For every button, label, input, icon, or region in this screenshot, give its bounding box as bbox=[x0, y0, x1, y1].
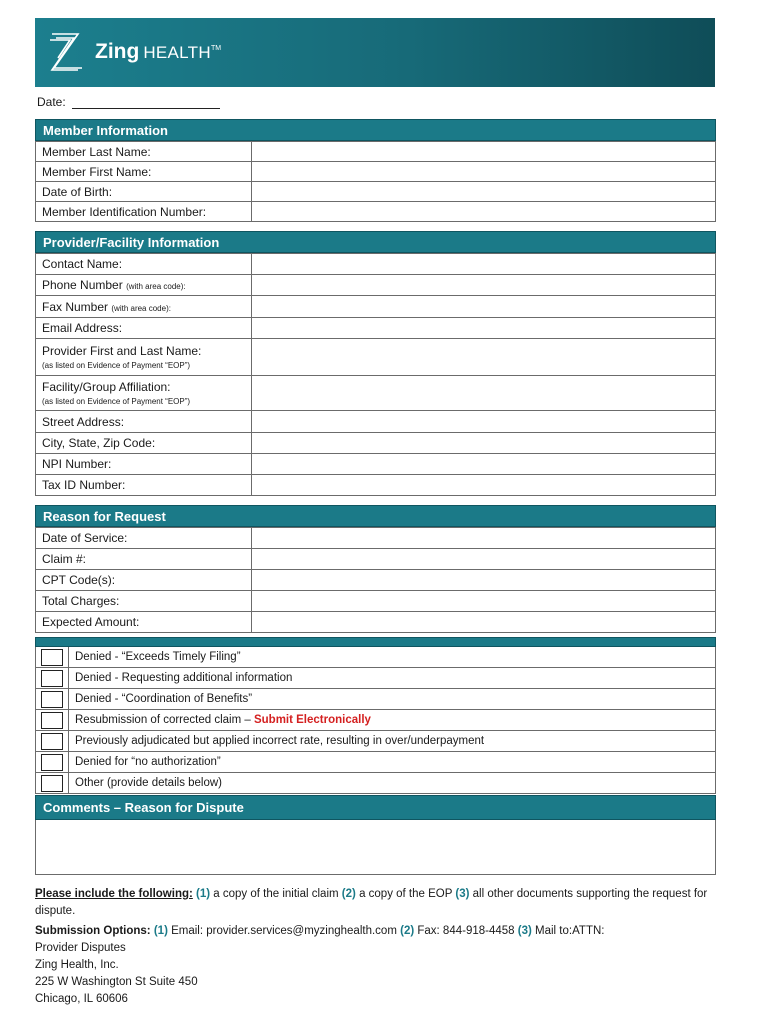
table-row bbox=[36, 528, 716, 549]
reason-section bbox=[35, 505, 716, 633]
claim-number-label: Claim #: bbox=[36, 549, 252, 570]
table-row bbox=[36, 202, 716, 222]
option-row bbox=[35, 752, 716, 773]
zing-logo-icon bbox=[48, 30, 86, 74]
member-first-name-field[interactable] bbox=[252, 162, 716, 182]
facility-label: Facility/Group Affiliation: (as listed on Evidence of Payment “EOP”) bbox=[36, 376, 252, 411]
option-row bbox=[35, 647, 716, 668]
table-row bbox=[36, 411, 716, 433]
provider-name-note: (as listed on Evidence of Payment “EOP”) bbox=[42, 361, 191, 370]
facility-field[interactable] bbox=[252, 376, 716, 411]
brand-name: Zing bbox=[95, 40, 140, 63]
provider-table bbox=[35, 253, 716, 496]
total-charges-field[interactable] bbox=[252, 591, 716, 612]
member-table bbox=[35, 141, 716, 222]
tax-id-field[interactable] bbox=[252, 475, 716, 496]
fax-number-field[interactable] bbox=[252, 296, 716, 318]
option-row bbox=[35, 773, 716, 794]
fax-note: (with area code): bbox=[111, 303, 171, 313]
table-row bbox=[36, 570, 716, 591]
fax-number: Fax: 844-918-4458 bbox=[417, 925, 515, 937]
table-row bbox=[36, 454, 716, 475]
table-row bbox=[36, 549, 716, 570]
option-row bbox=[35, 689, 716, 710]
mail-to: Mail to:ATTN: bbox=[535, 925, 605, 937]
provider-header: Provider/Facility Information bbox=[35, 231, 716, 253]
email-address-label: Email Address: bbox=[36, 318, 252, 339]
comments-section bbox=[35, 795, 716, 875]
table-row bbox=[36, 254, 716, 275]
option-label: Denied - “Coordination of Benefits” bbox=[75, 693, 253, 705]
city-state-zip-field[interactable] bbox=[252, 433, 716, 454]
street-address-field[interactable] bbox=[252, 411, 716, 433]
provider-section bbox=[35, 231, 716, 496]
address-line: Provider Disputes bbox=[35, 942, 126, 954]
date-of-service-field[interactable] bbox=[252, 528, 716, 549]
checkbox-timely-filing[interactable] bbox=[41, 649, 63, 666]
npi-number-label: NPI Number: bbox=[36, 454, 252, 475]
tax-id-label: Tax ID Number: bbox=[36, 475, 252, 496]
option-label: Denied - Requesting additional information bbox=[75, 672, 293, 684]
option-label: Previously adjudicated but applied incorrect rate, resulting in over/underpayment bbox=[75, 735, 485, 747]
address-line: 225 W Washington St Suite 450 bbox=[35, 976, 198, 988]
claim-number-field[interactable] bbox=[252, 549, 716, 570]
checkbox-no-authorization[interactable] bbox=[41, 754, 63, 771]
option-row bbox=[35, 731, 716, 752]
comments-header: Comments – Reason for Dispute bbox=[35, 795, 716, 820]
date-label: Date: bbox=[37, 95, 66, 109]
instructions bbox=[35, 886, 725, 1008]
date-line bbox=[37, 95, 220, 109]
provider-name-label: Provider First and Last Name: (as listed on Evidence of Payment “EOP”) bbox=[36, 339, 252, 376]
table-row bbox=[36, 182, 716, 202]
expected-amount-field[interactable] bbox=[252, 612, 716, 633]
submission-options: Submission Options: (1) Email: provider.services@myzinghealth.com (2) Fax: 844-918-4458 (3) Mail to:ATTN: bbox=[35, 925, 605, 937]
table-row bbox=[36, 318, 716, 339]
member-first-name-label: Member First Name: bbox=[36, 162, 252, 182]
city-state-zip-label: City, State, Zip Code: bbox=[36, 433, 252, 454]
include-paragraph: Please include the following: (1) a copy of the initial claim (2) a copy of the EOP (3) all other documents supporting the request for dispute. bbox=[35, 888, 708, 917]
fax-number-label: Fax Number (with area code): bbox=[36, 296, 252, 318]
header-banner bbox=[35, 18, 715, 87]
provider-name-field[interactable] bbox=[252, 339, 716, 376]
date-field[interactable] bbox=[72, 96, 220, 109]
member-last-name-label: Member Last Name: bbox=[36, 142, 252, 162]
date-of-birth-field[interactable] bbox=[252, 182, 716, 202]
table-row bbox=[36, 475, 716, 496]
table-row bbox=[36, 275, 716, 296]
phone-number-field[interactable] bbox=[252, 275, 716, 296]
email-link[interactable]: Email: provider.services@myzinghealth.com bbox=[171, 925, 397, 937]
member-id-label: Member Identification Number: bbox=[36, 202, 252, 222]
member-id-field[interactable] bbox=[252, 202, 716, 222]
cpt-codes-label: CPT Code(s): bbox=[36, 570, 252, 591]
date-of-birth-label: Date of Birth: bbox=[36, 182, 252, 202]
include-label: Please include the following: bbox=[35, 888, 193, 900]
brand-tm: TM bbox=[210, 45, 222, 52]
option-label: Other (provide details below) bbox=[75, 777, 223, 789]
street-address-label: Street Address: bbox=[36, 411, 252, 433]
reason-header: Reason for Request bbox=[35, 505, 716, 527]
submit-electronically-note: Submit Electronically bbox=[253, 714, 371, 726]
contact-name-label: Contact Name: bbox=[36, 254, 252, 275]
option-row bbox=[35, 668, 716, 689]
table-row bbox=[36, 591, 716, 612]
member-last-name-field[interactable] bbox=[252, 142, 716, 162]
table-row bbox=[36, 296, 716, 318]
table-row bbox=[36, 612, 716, 633]
address-line: Zing Health, Inc. bbox=[35, 959, 119, 971]
checkbox-incorrect-rate[interactable] bbox=[41, 733, 63, 750]
comments-field[interactable] bbox=[35, 820, 716, 875]
member-header: Member Information bbox=[35, 119, 716, 141]
member-section bbox=[35, 119, 716, 222]
option-label: Resubmission of corrected claim – Submit Electronically bbox=[75, 714, 371, 726]
options-header-bar bbox=[35, 637, 716, 647]
option-label: Denied - “Exceeds Timely Filing” bbox=[75, 651, 241, 663]
checkbox-coordination-benefits[interactable] bbox=[41, 691, 63, 708]
option-label: Denied for “no authorization” bbox=[75, 756, 221, 768]
cpt-codes-field[interactable] bbox=[252, 570, 716, 591]
table-row bbox=[36, 339, 716, 376]
table-row bbox=[36, 433, 716, 454]
expected-amount-label: Expected Amount: bbox=[36, 612, 252, 633]
npi-number-field[interactable] bbox=[252, 454, 716, 475]
brand-health: HEALTH bbox=[143, 43, 211, 62]
submission-label: Submission Options: bbox=[35, 925, 151, 937]
checkbox-corrected-claim[interactable] bbox=[41, 712, 63, 729]
reason-table bbox=[35, 527, 716, 633]
brand-logo-text bbox=[95, 40, 221, 64]
total-charges-label: Total Charges: bbox=[36, 591, 252, 612]
option-row bbox=[35, 710, 716, 731]
date-of-service-label: Date of Service: bbox=[36, 528, 252, 549]
dispute-options-section bbox=[35, 637, 716, 794]
table-row bbox=[36, 162, 716, 182]
email-address-field[interactable] bbox=[252, 318, 716, 339]
facility-note: (as listed on Evidence of Payment “EOP”) bbox=[42, 397, 191, 406]
contact-name-field[interactable] bbox=[252, 254, 716, 275]
address-line: Chicago, IL 60606 bbox=[35, 993, 128, 1005]
table-row bbox=[36, 376, 716, 411]
phone-note: (with area code): bbox=[126, 282, 186, 291]
phone-number-label: Phone Number (with area code): bbox=[36, 275, 252, 296]
checkbox-additional-info[interactable] bbox=[41, 670, 63, 687]
checkbox-other[interactable] bbox=[41, 775, 63, 792]
table-row bbox=[36, 142, 716, 162]
